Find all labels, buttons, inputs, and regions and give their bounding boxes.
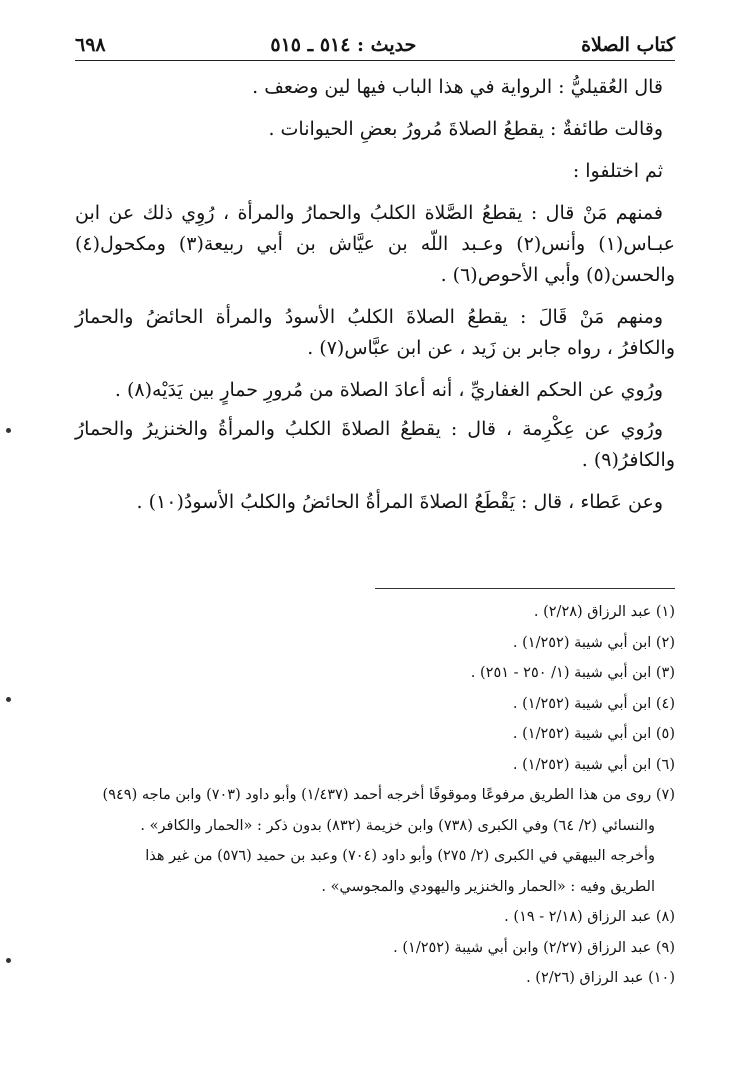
paragraph-ikhtalafu: ثم اختلفوا : [572,160,663,182]
scan-margin-dot [6,958,11,963]
paragraph-black-dog: ومنهم مَنْ قَالَ : يقطعُ الصلاةَ الكلبُ الأسودُ والمرأة الحائضُ والحمارُ والكافرُ ، رواه جابر بن زَيد ، عن ابن عبَّاس(٧) . [75,306,675,359]
footnote-7-line-2: والنسائي (٢/ ٦٤) وفي الكبرى (٧٣٨) وابن خزيمة (٨٣٢) بدون ذكر : «الحمار والكافر» . [140,817,655,834]
footnote-7-line-3: وأخرجه البيهقي في الكبرى (٢/ ٢٧٥) وأبو داود (٧٠٤) وعبد بن حميد (٥٧٦) من غير هذا [145,848,655,864]
paragraph-dog-donkey-woman: فمنهم مَنْ قال : يقطعُ الصَّلاة الكلبُ والحمارُ والمرأة ، رُوِي ذلك عن ابن عبـاس(١) وأنس(٢) وعـبد اللّه بن عيَّاش بن أبي ربيعة(٣) ومكحول(٤) والحسن(٥) وأبي الأحوص(٦) . [75,202,675,286]
footnote-10: (١٠) عبد الرزاق (٢/٢٦) . [526,970,675,986]
paragraph-ikrima: ورُوي عن عِكْرِمة ، قال : يقطعُ الصلاةَ الكلبُ والمرأةُ والخنزيرُ والحمارُ والكافرُ(٩) . [75,418,675,471]
scan-margin-dot [6,428,11,433]
footnote-7: (٧) روى من هذا الطريق مرفوعًا وموقوفًا أخرجه أحمد (١/٤٣٧) وأبو داود (٧٠٣) وابن ماجه (٩٤٩) [102,787,675,803]
footnote-8: (٨) عبد الرزاق (٢/١٨ - ١٩) . [504,909,675,925]
page-number: ٦٩٨ [75,34,106,56]
book-title: كتاب الصلاة [581,34,675,56]
footnote-2: (٢) ابن أبي شيبة (١/٢٥٢) . [512,634,675,651]
scan-margin-dot [6,697,11,702]
footnote-6: (٦) ابن أبي شيبة (١/٢٥٢) . [512,756,675,773]
footnote-divider [375,588,675,589]
footnote-5: (٥) ابن أبي شيبة (١/٢٥٢) . [512,726,675,742]
paragraph-ata: وعن عَطاء ، قال : يَقْطَعُ الصلاةَ المرأةُ الحائضُ والكلبُ الأسودُ(١٠) . [136,491,663,513]
footnote-9: (٩) عبد الرزاق (٢/٢٧) وابن أبي شيبة (١/٢٥٢) . [393,939,675,956]
footnotes [75,597,675,994]
footnote-4: (٤) ابن أبي شيبة (١/٢٥٢) . [512,695,675,712]
footnote-7-line-4: الطريق وفيه : «الحمار والخنزير واليهودي والمجوسي» . [321,878,655,895]
main-text [75,72,675,529]
running-header [75,30,675,61]
footnote-1: (١) عبد الرزاق (٢/٢٨) . [533,604,675,620]
paragraph-hakam: ورُوي عن الحكم الغفاريِّ ، أنه أعادَ الصلاة من مُرورِ حمارٍ بين يَدَيْه(٨) . [114,379,663,401]
footnote-3: (٣) ابن أبي شيبة (١/ ٢٥٠ - ٢٥١) . [470,665,675,681]
hadith-range: حديث : ٥١٤ ـ ٥١٥ [270,34,417,56]
paragraph-uqaili: قال العُقيليُّ : الرواية في هذا الباب فيها لين وضعف . [252,76,663,98]
paragraph-taifa: وقالت طائفةٌ : يقطعُ الصلاةَ مُرورُ بعضِ الحيوانات . [268,118,663,140]
